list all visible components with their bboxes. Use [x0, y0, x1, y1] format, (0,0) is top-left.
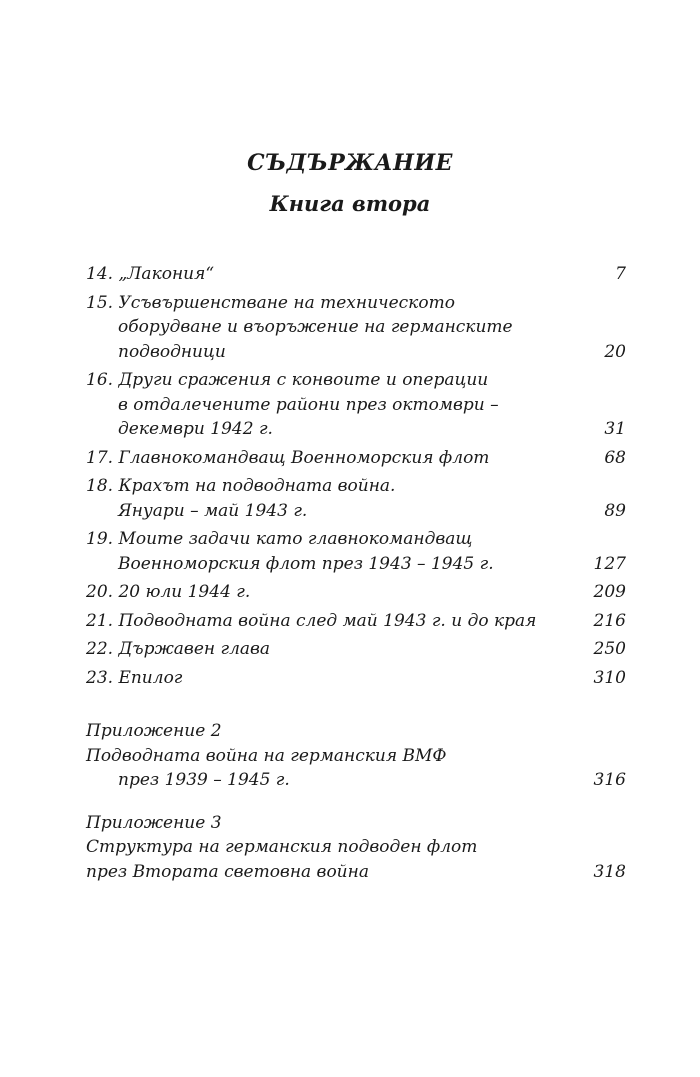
toc-page-number: 209	[593, 582, 626, 602]
appendix-label: Приложение 3	[86, 812, 222, 833]
toc-entry-text: подводници	[118, 341, 226, 362]
page-title: СЪДЪРЖАНИЕ	[247, 150, 453, 176]
toc-entry-19	[86, 527, 626, 576]
toc-entry-text: 19. Моите задачи като главнокомандващ	[86, 529, 473, 549]
toc-entry-text: 21. Подводната война след май 1943 г. и до края	[86, 610, 537, 631]
toc-page-number: 31	[604, 419, 626, 439]
appendix-text: през Втората световна война	[86, 861, 369, 882]
toc-entry-22	[86, 637, 626, 662]
toc-entry-21	[86, 609, 626, 634]
toc-entry-text: Военноморския флот през 1943 – 1945 г.	[118, 553, 494, 574]
toc-page-number: 250	[593, 639, 626, 659]
toc-page-number: 89	[604, 500, 626, 521]
appendix-text: Структура на германския подводен флот	[86, 837, 478, 857]
toc-entry-15	[86, 291, 626, 365]
toc-page-number: 316	[593, 770, 626, 790]
toc-entry-23	[86, 666, 626, 691]
toc-appendix-3	[86, 811, 626, 885]
toc-entry-text: 23. Епилог	[86, 667, 183, 688]
page-subtitle: Книга втора	[269, 191, 431, 216]
appendix-text: Подводната война на германския ВМФ	[86, 745, 447, 766]
toc-entry-14	[86, 262, 626, 287]
toc-page-number: 68	[604, 447, 626, 468]
toc-entry-text: Януари – май 1943 г.	[118, 500, 308, 521]
toc-entry-text: 16. Други сражения с конвоите и операции	[86, 370, 489, 390]
toc-entry-text: 20. 20 юли 1944 г.	[86, 582, 251, 602]
toc-entry-17	[86, 446, 626, 471]
toc-page-number: 310	[593, 667, 626, 688]
toc-page-number: 7	[615, 264, 626, 284]
toc-entry-text: оборудване и въоръжение на германските	[118, 317, 513, 337]
toc-entry-text: 14. „Лакония“	[86, 264, 215, 284]
appendix-label: Приложение 2	[86, 721, 222, 741]
toc-entry-16	[86, 368, 626, 442]
toc-page-number: 216	[593, 610, 626, 631]
toc-entry-text: 18. Крахът на подводната война.	[86, 476, 396, 496]
toc-entry-text: 22. Държавен глава	[86, 639, 271, 659]
appendix-text: през 1939 – 1945 г.	[118, 770, 290, 790]
toc-page-number: 20	[604, 341, 626, 362]
toc-appendix-2	[86, 719, 626, 793]
toc-entry-text: 17. Главнокомандващ Военноморския флот	[86, 447, 490, 468]
toc-entry-text: 15. Усъвършенстване на техническото	[86, 292, 455, 313]
toc-page-number: 127	[593, 553, 626, 574]
toc-page-number: 318	[593, 861, 626, 882]
table-of-contents	[86, 262, 626, 884]
toc-entry-text: декември 1942 г.	[118, 419, 273, 439]
toc-entry-text: в отдалечените райони през октомври –	[118, 394, 499, 415]
toc-entry-18	[86, 474, 626, 523]
toc-entry-20	[86, 580, 626, 605]
